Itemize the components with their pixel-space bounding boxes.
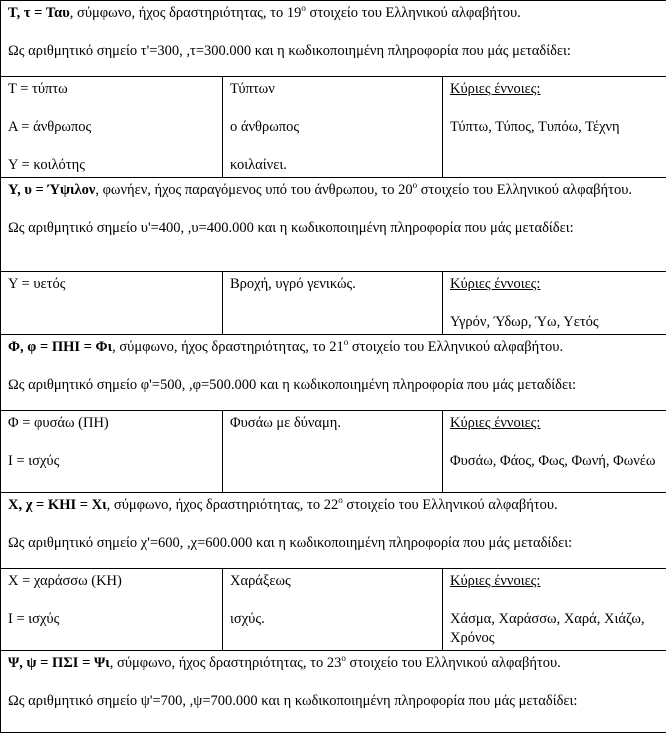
- component-line: Υ = υετός: [8, 275, 216, 294]
- letter-description: , σύμφωνο, ήχος δραστηριότητας, το 23: [110, 655, 342, 671]
- concepts-title: Κύριες έννοιες:: [450, 80, 660, 99]
- component-line: Α = άνθρωπος: [8, 118, 216, 137]
- letter-header-cell: [1, 335, 666, 411]
- letter-description-tail: στοιχείο του Ελληνικού αλφαβήτου.: [343, 497, 558, 513]
- letter-name: Υ, υ = Ύψιλον: [8, 182, 95, 198]
- component-line: Ι = ισχύς: [8, 610, 216, 629]
- letter-heading: [8, 496, 660, 515]
- component-line: Υ = κοιλότης: [8, 156, 216, 175]
- letter-description-tail: στοιχείο του Ελληνικού αλφαβήτου.: [346, 655, 561, 671]
- letter-header-row: [1, 493, 666, 569]
- letter-header-row: [1, 1, 666, 77]
- letter-detail-row: [1, 569, 666, 651]
- concepts-list: Τύπτω, Τύπος, Τυπόω, Τέχνη: [450, 118, 660, 137]
- letter-header-row: [1, 178, 666, 272]
- letter-header-cell: [1, 493, 666, 569]
- meaning-line: Χαράξεως: [230, 572, 436, 591]
- components-cell: [1, 272, 223, 335]
- meaning-line: ισχύς.: [230, 610, 436, 629]
- components-cell: [1, 411, 223, 493]
- letter-detail-row: [1, 272, 666, 335]
- ordinal-suffix: ο: [413, 180, 418, 190]
- numeric-value-text: Ως αριθμητικό σημείο ψ'=700, ,ψ=700.000 και η κωδικοποιημένη πληροφορία που μάς μεταδίδει:: [8, 692, 660, 711]
- component-line: Τ = τύπτω: [8, 80, 216, 99]
- component-line: Φ = φυσάω (ΠΗ): [8, 414, 216, 433]
- letter-header-row: [1, 651, 666, 733]
- component-line: Ι = ισχύς: [8, 452, 216, 471]
- letter-heading: [8, 654, 660, 673]
- letter-name: Ψ, ψ = ΠΣΙ = Ψι: [8, 655, 110, 671]
- numeric-value-text: Ως αριθμητικό σημείο τ'=300, ,τ=300.000 και η κωδικοποιημένη πληροφορία που μάς μεταδίδει:: [8, 42, 660, 61]
- letter-name: Τ, τ = Ταυ: [8, 5, 70, 21]
- concepts-cell: [443, 569, 666, 651]
- letter-header-row: [1, 335, 666, 411]
- component-line: Χ = χαράσσω (ΚΗ): [8, 572, 216, 591]
- letter-description-tail: στοιχείο του Ελληνικού αλφαβήτου.: [348, 339, 563, 355]
- concepts-list: Χάσμα, Χαράσσω, Χαρά, Χιάζω, Χρόνος: [450, 610, 660, 648]
- meaning-line: Βροχή, υγρό γενικώς.: [230, 275, 436, 294]
- concepts-list: Υγρόν, Ύδωρ, Ύω, Υετός: [450, 313, 660, 332]
- letter-description: , σύμφωνο, ήχος δραστηριότητας, το 21: [112, 339, 344, 355]
- concepts-cell: [443, 272, 666, 335]
- concepts-title: Κύριες έννοιες:: [450, 275, 660, 294]
- letter-heading: [8, 181, 660, 200]
- letter-header-cell: [1, 178, 666, 272]
- ordinal-suffix: ο: [338, 495, 343, 505]
- meaning-line: Φυσάω με δύναμη.: [230, 414, 436, 433]
- components-cell: [1, 569, 223, 651]
- letter-description: , φωνήεν, ήχος παραγόμενος υπό του άνθρωπου, το 20: [95, 182, 412, 198]
- concepts-cell: [443, 411, 666, 493]
- meaning-cell: [223, 569, 443, 651]
- numeric-value-text: Ως αριθμητικό σημείο χ'=600, ,χ=600.000 και η κωδικοποιημένη πληροφορία που μάς μεταδίδει:: [8, 534, 660, 553]
- letter-header-cell: [1, 1, 666, 77]
- meaning-cell: [223, 77, 443, 178]
- letter-heading: [8, 338, 660, 357]
- numeric-value-text: Ως αριθμητικό σημείο φ'=500, ,φ=500.000 και η κωδικοποιημένη πληροφορία που μάς μεταδίδει:: [8, 376, 660, 395]
- letter-description-tail: στοιχείο του Ελληνικού αλφαβήτου.: [306, 5, 521, 21]
- letter-name: Χ, χ = ΚΗΙ = Χι: [8, 497, 107, 513]
- numeric-value-text: Ως αριθμητικό σημείο υ'=400, ,υ=400.000 και η κωδικοποιημένη πληροφορία που μάς μεταδίδει:: [8, 219, 660, 238]
- meaning-line: κοιλαίνει.: [230, 156, 436, 175]
- concepts-title: Κύριες έννοιες:: [450, 572, 660, 591]
- meaning-line: Τύπτων: [230, 80, 436, 99]
- letter-description: , σύμφωνο, ήχος δραστηριότητας, το 22: [107, 497, 339, 513]
- concepts-list: Φυσάω, Φάος, Φως, Φωνή, Φωνέω: [450, 452, 660, 471]
- ordinal-suffix: ο: [344, 337, 349, 347]
- letter-detail-row: [1, 411, 666, 493]
- meaning-cell: [223, 411, 443, 493]
- meaning-line: ο άνθρωπος: [230, 118, 436, 137]
- letter-heading: [8, 4, 660, 23]
- concepts-cell: [443, 77, 666, 178]
- letter-description: , σύμφωνο, ήχος δραστηριότητας, το 19: [70, 5, 302, 21]
- letter-header-cell: [1, 651, 666, 733]
- meaning-cell: [223, 272, 443, 335]
- letter-description-tail: στοιχείο του Ελληνικού αλφαβήτου.: [417, 182, 632, 198]
- letter-detail-row: [1, 77, 666, 178]
- components-cell: [1, 77, 223, 178]
- ordinal-suffix: ο: [301, 3, 306, 13]
- concepts-title: Κύριες έννοιες:: [450, 414, 660, 433]
- letter-name: Φ, φ = ΠΗΙ = Φι: [8, 339, 112, 355]
- ordinal-suffix: ο: [341, 653, 346, 663]
